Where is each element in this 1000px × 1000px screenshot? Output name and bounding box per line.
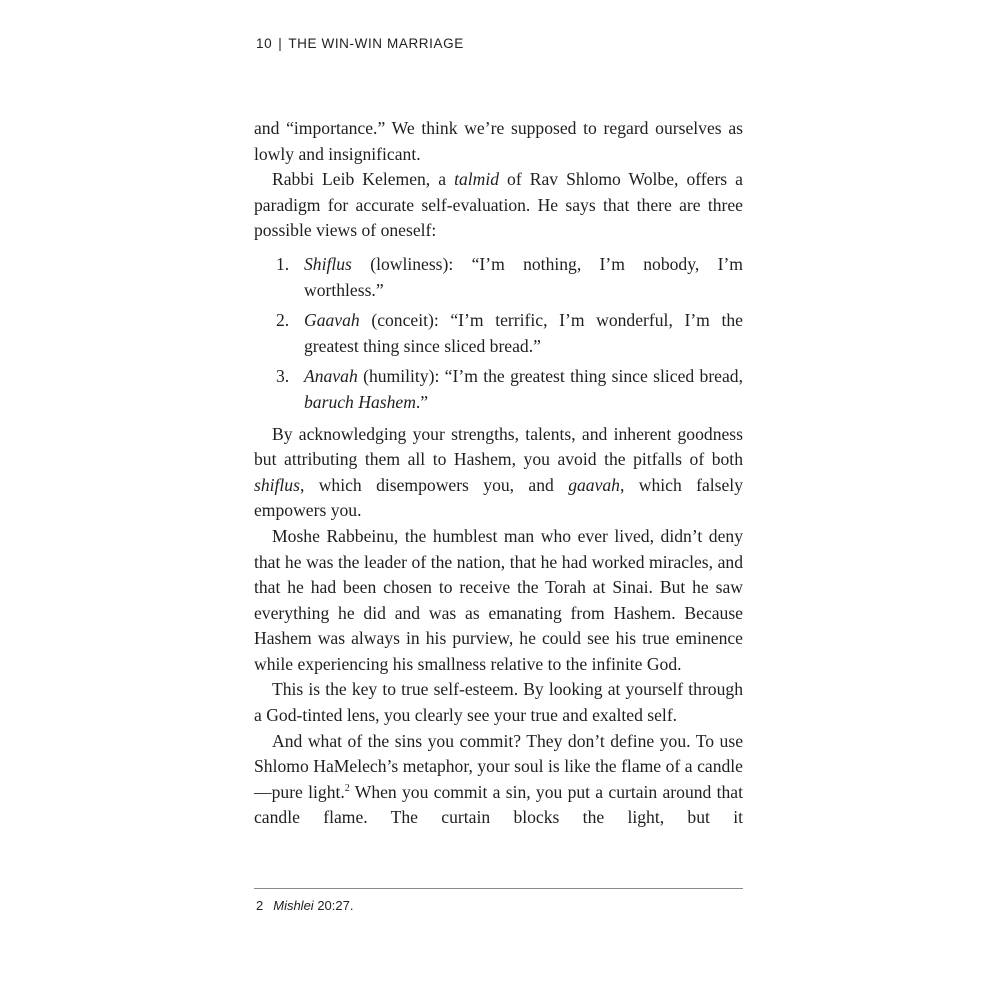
footnote-number: 2 xyxy=(256,898,264,913)
list-number: 2. xyxy=(276,310,290,331)
footnote-divider xyxy=(254,888,743,889)
footnote-citation: 20:27. xyxy=(313,898,354,913)
list-term: Shiflus xyxy=(304,253,352,274)
footnote-reference[interactable]: 2 xyxy=(344,782,350,794)
list-item-text: Shiflus (lowliness): “I’m nothing, I’m nobody, I’m worthless.” xyxy=(304,253,743,300)
paragraph-self-esteem: This is the key to true self-esteem. By looking at yourself through a God-tinted lens, you clearly see your true and exalted self. xyxy=(254,679,743,726)
list-item-text: Anavah (humility): “I’m the greatest thing since sliced bread, baruch Hashem.” xyxy=(304,366,743,412)
list-item xyxy=(276,252,743,303)
paragraph-acknowledging: By acknowledging your strengths, talents, and inherent goodness but attributing them all to Hashem, you avoid the pitfalls of both shiflus, which disempowers you, and gaavah, which falsely empowers you. xyxy=(254,423,743,521)
list-number: 3. xyxy=(276,366,290,387)
paragraph-continuation: and “importance.” We think we’re supposed to regard ourselves as lowly and insignificant. xyxy=(254,118,743,164)
views-list xyxy=(254,252,743,416)
body-text xyxy=(254,116,743,831)
paragraph-kelemen: Rabbi Leib Kelemen, a talmid of Rav Shlomo Wolbe, offers a paradigm for accurate self-evaluation. He says that there are three possible views of oneself: xyxy=(254,169,743,241)
term-talmid: talmid xyxy=(454,169,500,190)
paragraph-sins: And what of the sins you commit? They don’t define you. To use Shlomo HaMelech’s metaphor, your soul is like the flame of a candle—pure light.$^2$ When you commit a sin, you put a curtain around that candle flame. The curtain blocks the light, but it xyxy=(254,730,743,828)
footnote xyxy=(256,898,353,913)
term-shiflus: shiflus xyxy=(254,474,300,495)
book-title: THE WIN-WIN MARRIAGE xyxy=(288,36,464,51)
list-term: Anavah xyxy=(304,366,358,387)
running-head xyxy=(256,36,464,51)
term-gaavah: gaavah xyxy=(568,474,620,495)
list-term: Gaavah xyxy=(304,310,360,331)
list-number: 1. xyxy=(276,253,290,274)
paragraph-moshe: Moshe Rabbeinu, the humblest man who ever lived, didn’t deny that he was the leader of the nation, that he had worked miracles, and that he had been chosen to receive the Torah at Sinai. But he saw everything he did and was as emanating from Hashem. Because Hashem was always in his purview, he could see his true eminence while experiencing his smallness relative to the infinite God. xyxy=(254,525,743,674)
footnote-source: Mishlei xyxy=(273,898,314,913)
list-item xyxy=(276,364,743,415)
header-separator: | xyxy=(278,36,283,51)
term-baruch-hashem: baruch Hashem xyxy=(304,391,416,412)
list-item xyxy=(276,308,743,359)
list-item-text: Gaavah (conceit): “I’m terrific, I’m wonderful, I’m the greatest thing since sliced bread.” xyxy=(304,310,743,356)
page-number: 10 xyxy=(256,36,273,51)
